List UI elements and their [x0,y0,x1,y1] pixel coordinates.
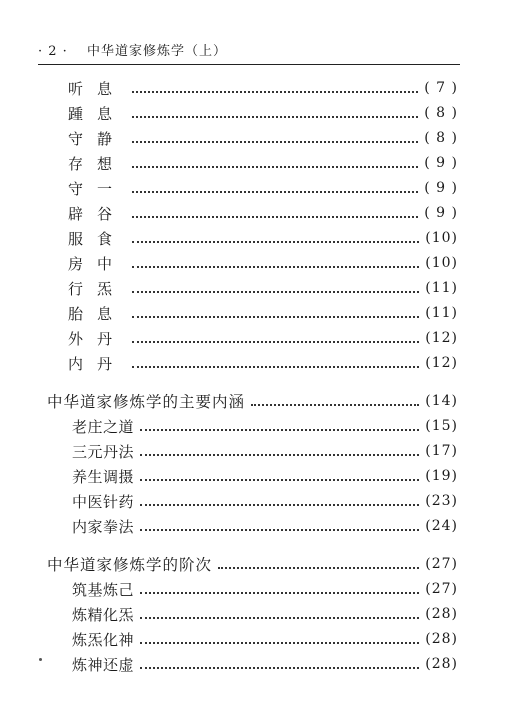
dot-leader [132,166,418,168]
toc-entry-title: 存想 [68,154,127,173]
dot-leader [218,567,419,569]
toc-page-number: ( 8 ) [424,105,458,121]
toc-entry[interactable] [72,577,458,601]
dot-leader [132,141,418,143]
dot-leader [132,316,419,318]
dot-leader [132,216,418,218]
toc-page-number: (28) [425,656,458,672]
book-title: 中华道家修炼学（上） [86,44,227,59]
toc-entry-title: 胎息 [68,304,127,323]
toc-section-entry[interactable] [47,389,458,413]
toc-page-number: ( 8 ) [424,130,458,146]
toc-entry[interactable] [72,627,458,651]
toc-entry[interactable] [68,301,458,325]
header-rule [38,64,460,65]
dot-leader [140,667,419,669]
toc-entry[interactable] [68,251,458,275]
toc-page-number: (19) [425,468,458,484]
page-speck [39,658,42,661]
toc-page-number: (10) [425,255,458,271]
toc-entry[interactable] [72,652,458,676]
toc-entry-title: 服食 [68,229,127,248]
toc-page-number: (15) [425,418,458,434]
toc-entry-title: 踵息 [68,104,127,123]
dot-leader [140,504,419,506]
toc-entry-title: 老庄之道 [72,417,135,436]
toc-entry-title: 守一 [68,179,127,198]
toc-page-number: (11) [425,280,458,296]
toc-entry[interactable] [68,226,458,250]
dot-leader [132,341,419,343]
running-header [38,40,458,59]
toc-page-number: (10) [425,230,458,246]
toc-page-number: (12) [425,330,458,346]
dot-leader [140,642,419,644]
toc-entry[interactable] [68,126,458,150]
dot-leader [132,291,419,293]
toc-entry-title: 辟谷 [68,204,127,223]
toc-entry[interactable] [68,176,458,200]
dot-leader [140,454,419,456]
toc-entry-title: 房中 [68,254,127,273]
toc-page-number: (17) [425,443,458,459]
toc-entry[interactable] [68,326,458,350]
dot-leader [132,266,419,268]
toc-entry-title: 炼精化炁 [72,605,135,624]
toc-entry-title: 中医针药 [72,492,135,511]
toc-entry[interactable] [72,514,458,538]
toc-entry[interactable] [68,76,458,100]
toc-entry[interactable] [72,439,458,463]
toc-entry-title: 行炁 [68,279,127,298]
dot-leader [140,529,419,531]
toc-entry-title: 外丹 [68,329,127,348]
toc-entry-title: 听息 [68,79,127,98]
toc-entry[interactable] [72,489,458,513]
toc-page-number: ( 9 ) [424,205,458,221]
toc-page-number: (27) [425,556,458,572]
toc-entry[interactable] [72,602,458,626]
toc-entry-title: 三元丹法 [72,442,135,461]
toc-entry[interactable] [68,151,458,175]
toc-page-number: ( 7 ) [424,80,458,96]
dot-leader [132,191,418,193]
toc-entry-title: 中华道家修炼学的阶次 [47,556,213,574]
toc-entry[interactable] [68,201,458,225]
dot-leader [140,429,419,431]
toc-entry[interactable] [72,464,458,488]
toc-entry[interactable] [72,414,458,438]
toc-entry-title: 炼炁化神 [72,630,135,649]
toc-page-number: (24) [425,518,458,534]
toc-page-number: ( 9 ) [424,155,458,171]
toc-entry-title: 养生调摄 [72,467,135,486]
toc-page-number: (11) [425,305,458,321]
toc-page-number: (28) [425,606,458,622]
toc-entry-title: 守静 [68,129,127,148]
dot-leader [132,91,418,93]
dot-leader [140,617,419,619]
toc-entry-title: 中华道家修炼学的主要内涵 [47,393,246,411]
toc-entry-title: 内丹 [68,354,127,373]
toc-page-number: (28) [425,631,458,647]
toc-page-number: (27) [425,581,458,597]
toc-page-number: ( 9 ) [424,180,458,196]
dot-leader [251,404,419,406]
toc-entry-title: 内家拳法 [72,517,135,536]
toc-entry[interactable] [68,101,458,125]
toc-page-number: (14) [425,393,458,409]
page-number: · 2 · [38,44,68,59]
toc-entry-title: 筑基炼己 [72,580,135,599]
dot-leader [132,116,418,118]
dot-leader [140,592,419,594]
toc-entry[interactable] [68,351,458,375]
dot-leader [132,366,419,368]
dot-leader [140,479,419,481]
dot-leader [132,241,419,243]
toc-entry-title: 炼神还虚 [72,655,135,674]
toc-section-entry[interactable] [47,552,458,576]
toc-entry[interactable] [68,276,458,300]
toc-page-number: (12) [425,355,458,371]
toc-page-number: (23) [425,493,458,509]
